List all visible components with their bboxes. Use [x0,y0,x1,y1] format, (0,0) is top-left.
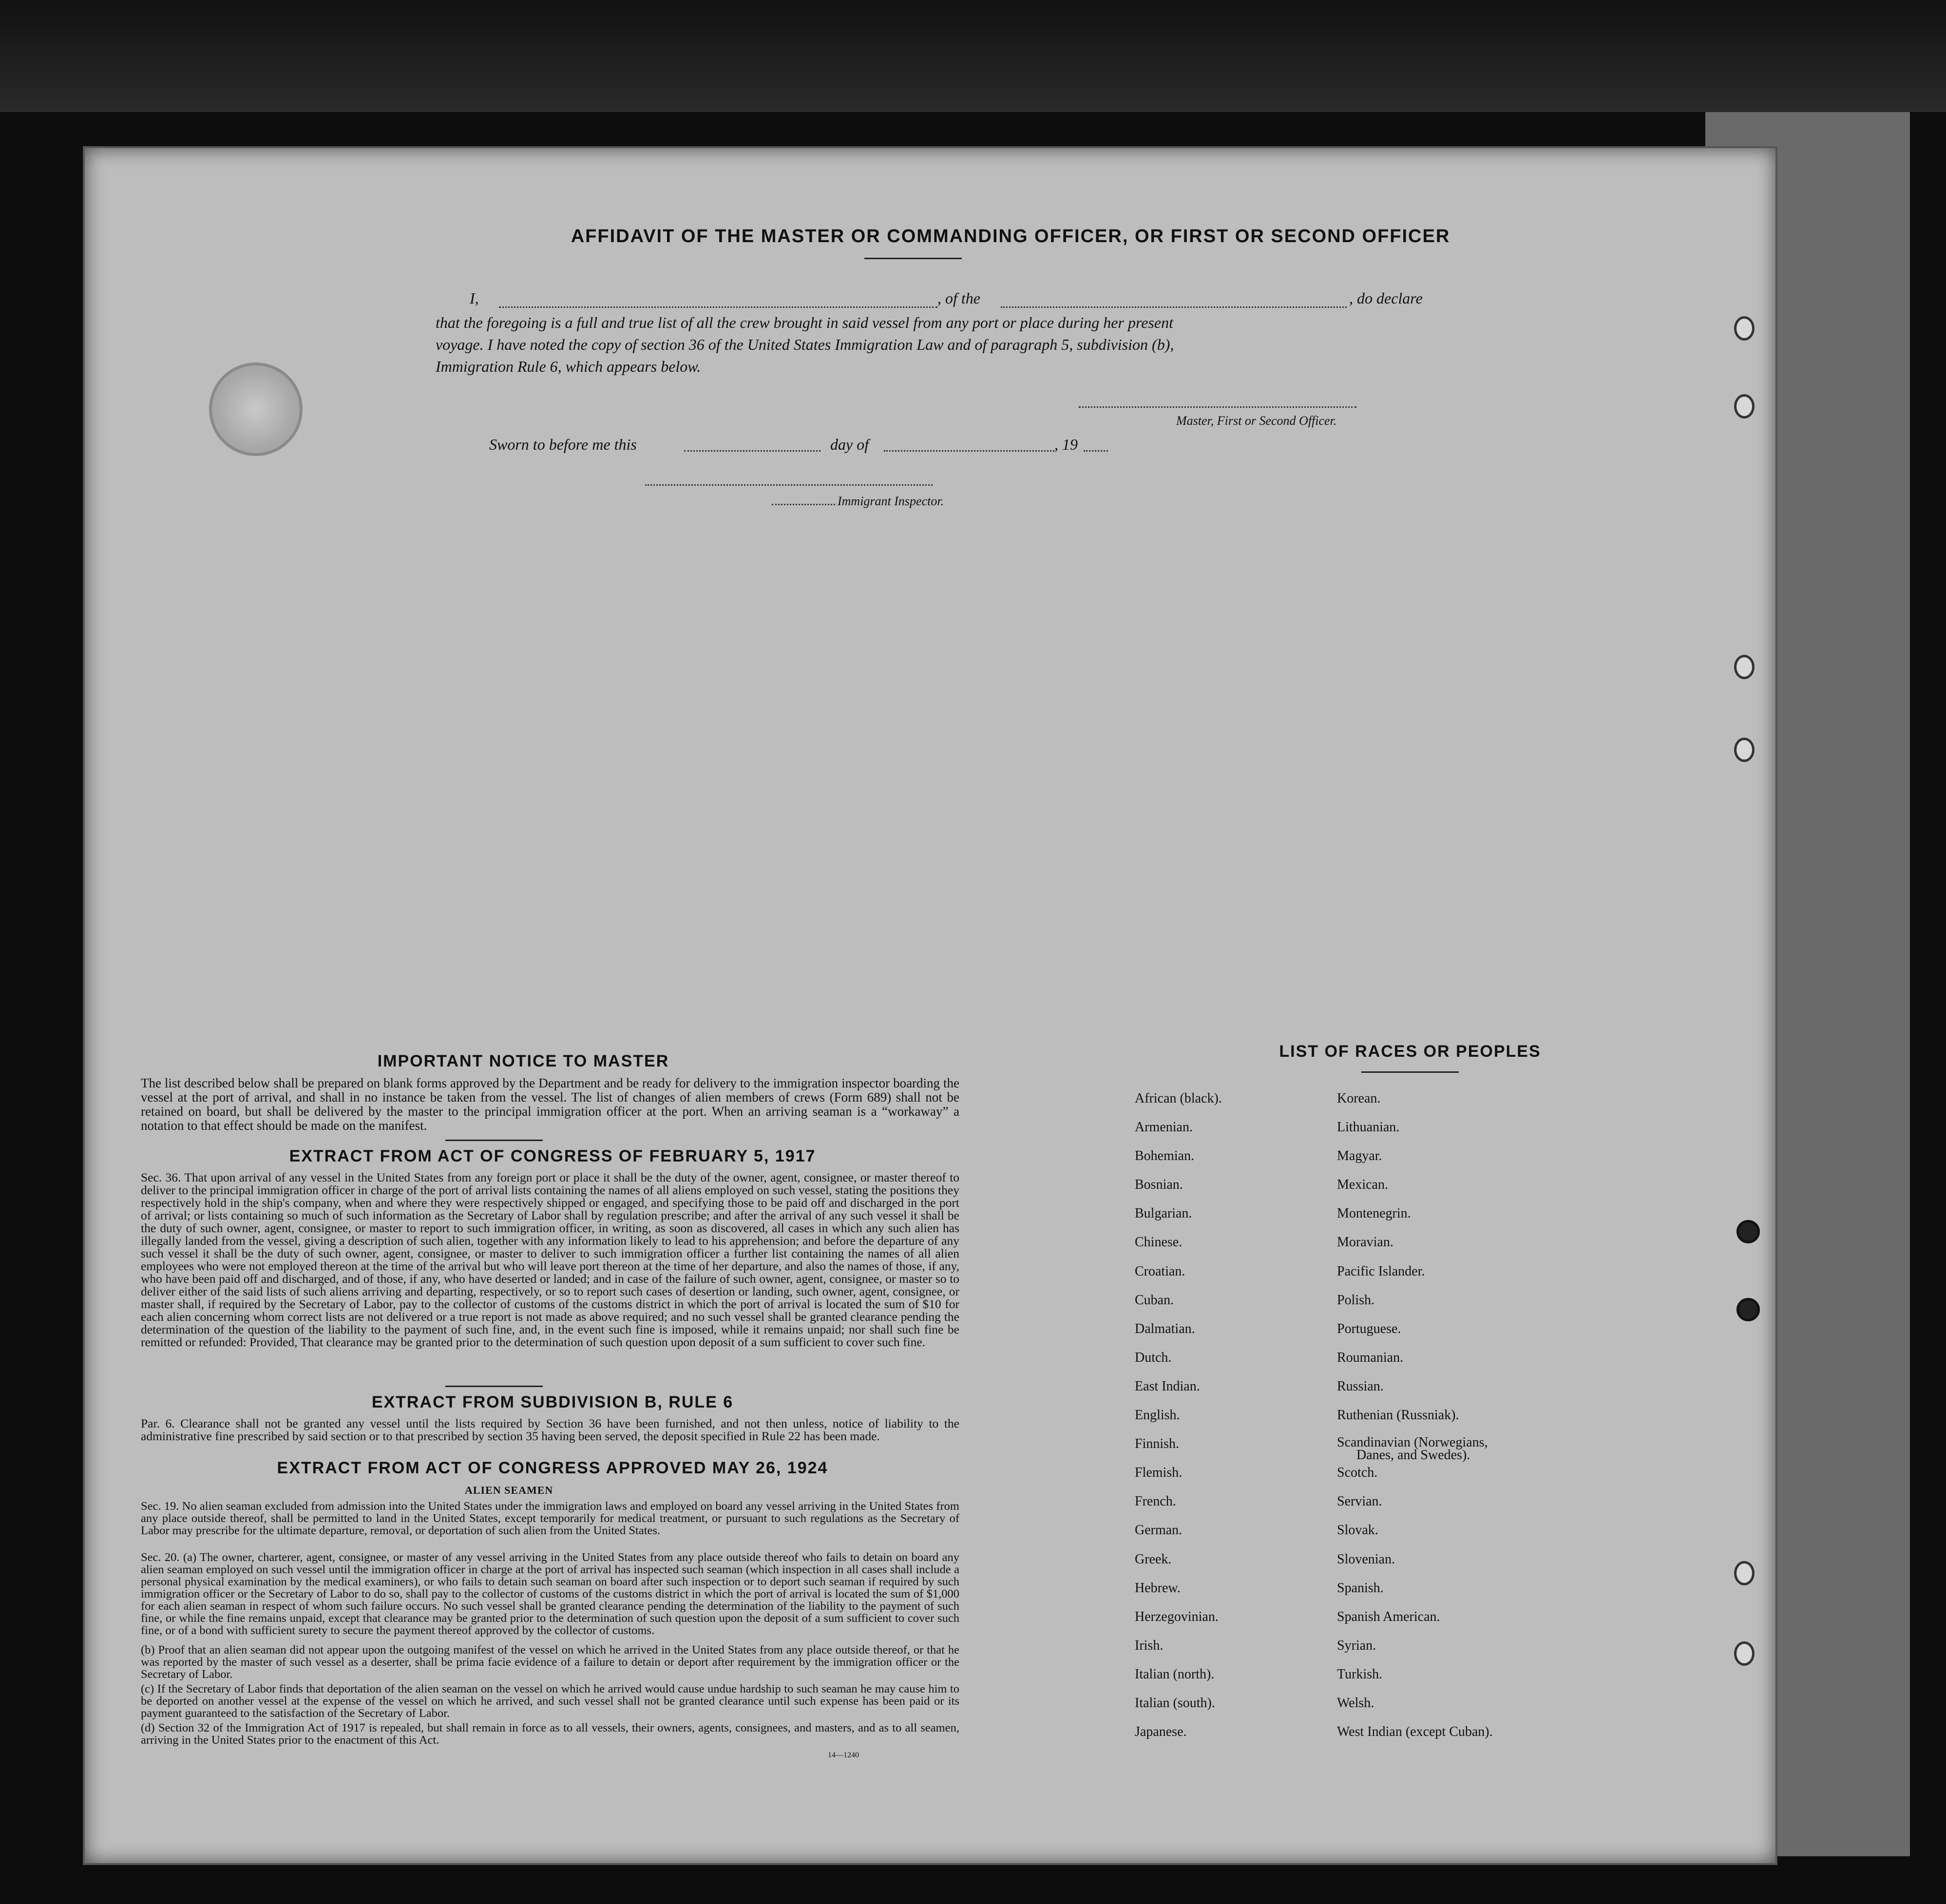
extract-1917-text: Sec. 36. That upon arrival of any vessel in the United States from any foreign port or place it shall be the duty of the owner, agent, consignee, or master thereof to deliver to the principal immigration officer in charge of the port of arrival lists containing the names of all aliens employed on such vessel, stating the positions they respectively hold in the ship's company, when and where they were respectively shipped or engaged, and specifying those to be paid off and discharged in the port of arrival; or lists containing so much of such information as the Secretary of Labor shall by regulation prescribe; and after the arrival of any such vessel it shall be the duty of such owner, agent, consignee, or master to report to such immigration officer, in writing, as soon as discovered, all cases in which any such alien has illegally landed from the vessel, giving a description of such alien, together with any information likely to lead to his apprehension; and before the departure of any such vessel it shall be the duty of such owner, agent, consignee, or master to deliver to such immigration officer a further list containing the names of all alien employees who were not employed thereon at the time of the arrival but who will leave port thereon at the time of her departure, and also the names of those, if any, who have been paid off and discharged, and of those, if any, who have deserted or landed; and in case of the failure of such owner, agent, consignee, or master so to deliver either of the said lists of such aliens arriving and departing, respectively, or so to report such cases of desertion or landing, such owner, agent, consignee, or master shall, if required by the Secretary of Labor, pay to the collector of customs of the customs district in which the port of arrival is located the sum of $10 for each alien concerning whom correct lists are not delivered or a true report is not made as above required; and no such vessel shall be granted clearance pending the determination of the question of the liability to the payment of such fine, and, in the event such fine is imposed, while it remains unpaid; nor shall such fine be remitted or refunded: Provided, That clearance may be granted prior to the determination of such question upon deposit of a sum sufficient to cover such fine. [141,1170,959,1349]
inspector-label: Immigrant Inspector. [838,494,944,508]
race-entry: Cuban. [1135,1292,1174,1308]
race-entry: Bosnian. [1135,1177,1183,1193]
race-entry: Lithuanian. [1337,1120,1400,1135]
race-entry: Flemish. [1135,1465,1183,1481]
race-entry: Armenian. [1135,1120,1193,1135]
inspector-signature-line [645,484,933,486]
document-page [83,146,1777,1865]
race-entry: Irish. [1135,1637,1164,1653]
race-entry: French. [1135,1494,1176,1509]
race-entry: Dutch. [1135,1350,1172,1365]
extract-1924-sec20d: (d) Section 32 of the Immigration Act of 1917 is repealed, but shall remain in force as to all vessels, their owners, agents, consignees, and masters, and as to all seamen, arriving in the United States prior to the enactment of this Act. [141,1721,959,1747]
races-right-column [1337,1091,1493,1753]
race-entry: Italian (south). [1135,1695,1215,1711]
race-entry: Scotch. [1337,1465,1378,1481]
race-entry: Dalmatian. [1135,1321,1195,1336]
affidavit-title: AFFIDAVIT OF THE MASTER OR COMMANDING OFFICER, OR FIRST OR SECOND OFFICER [571,226,1450,247]
extract-1924-title: EXTRACT FROM ACT OF CONGRESS APPROVED MAY 26, 1924 [277,1459,828,1477]
races-title: LIST OF RACES OR PEOPLES [1279,1042,1541,1061]
race-entry: Hebrew. [1135,1580,1181,1596]
officer-signature-line [1079,406,1356,408]
race-entry: Bulgarian. [1135,1206,1192,1221]
affidavit-line4: Immigration Rule 6, which appears below. [436,358,701,375]
race-entry: Russian. [1337,1378,1384,1394]
form-number: 14—1240 [828,1751,859,1759]
race-entry: Ruthenian (Russniak). [1337,1408,1459,1423]
extract-1924-sec20b: (b) Proof that an alien seaman did not appear upon the outgoing manifest of the vessel on which he arrived in the United States from any place outside thereof, or that he was reported by the master of such vessel as a deserter, shall be prima facie evidence of a failure to detain or deport after requirement by the immigration officer or the Secretary of Labor. [141,1643,959,1681]
race-entry: Polish. [1337,1292,1375,1308]
binder-hole [1734,1561,1755,1585]
extract-1917-title: EXTRACT FROM ACT OF CONGRESS OF FEBRUARY 5, 1917 [289,1147,816,1165]
race-entry: English. [1135,1408,1180,1423]
race-entry: Moravian. [1337,1235,1393,1250]
binder-hole [1736,1220,1760,1243]
extract-1924-subtitle: ALIEN SEAMEN [465,1484,553,1496]
sworn-start: Sworn to before me this [489,436,637,453]
race-entry: German. [1135,1523,1183,1538]
race-entry: Greek. [1135,1551,1172,1567]
race-entry-line1: Scandinavian (Norwegians, [1337,1435,1488,1450]
affidavit-line1-end: , do declare [1349,289,1423,307]
notice-text: The list described below shall be prepared on blank forms approved by the Department and be ready for delivery to the immigration inspector boarding the vessel at the port of arrival, and shall in no instance be taken from the vessel. The list of changes of alien members of crews (Form 689) shall not be retained on board, but shall be delivered by the master to the principal immigration officer at the port. When an arriving seaman is a “workaway” a notation to that effect should be made on the manifest. [141,1076,959,1133]
race-entry: Portuguese. [1337,1321,1401,1336]
sworn-mid: day of [830,436,869,453]
race-entry: Pacific Islander. [1337,1263,1425,1279]
affidavit-line2: that the foregoing is a full and true list of all the crew brought in said vessel from any port or place during her present [436,314,1173,331]
race-entry: Spanish. [1337,1580,1384,1596]
officer-label: Master, First or Second Officer. [1176,414,1337,428]
race-entry: Roumanian. [1337,1350,1404,1365]
race-entry-line2: Danes, and Swedes). [1356,1447,1470,1463]
race-entry: Italian (north). [1135,1666,1215,1682]
affidavit-line3: voyage. I have noted the copy of section 36 of the United States Immigration Law and of paragraph 5, subdivision (b), [436,336,1174,353]
vessel-blank [1001,306,1347,308]
race-entry: Herzegovinian. [1135,1609,1219,1624]
notice-divider [445,1140,543,1141]
race-entry: Turkish. [1337,1666,1383,1682]
affidavit-line1-mid: , of the [937,289,980,307]
race-entry: African (black). [1135,1091,1222,1106]
races-left-column [1135,1091,1222,1753]
binder-hole [1734,738,1755,762]
race-entry [1337,1436,1493,1465]
race-entry: Japanese. [1135,1724,1187,1740]
race-entry: East Indian. [1135,1378,1200,1394]
binder-hole [1734,394,1755,419]
race-entry: Finnish. [1135,1436,1180,1452]
affidavit-line1-start: I, [470,289,479,307]
extract-1924-sec20c: (c) If the Secretary of Labor finds that deportation of the alien seaman on the vessel on which he arrived would cause undue hardship to such seaman he may cause him to be deported on another vessel at the expense of the vessel on which he arrived, and such vessel shall not be granted clearance until such expense has been paid or its payment guaranteed to the satisfaction of the Secretary of Labor. [141,1682,959,1720]
binder-hole [1736,1298,1760,1321]
race-entry: Welsh. [1337,1695,1374,1711]
sworn-month-blank [884,450,1054,452]
sworn-end: , 19 [1054,436,1078,453]
race-entry: Montenegrin. [1337,1206,1411,1221]
name-blank [499,306,937,308]
race-entry: Syrian. [1337,1637,1376,1653]
race-entry: West Indian (except Cuban). [1337,1724,1493,1740]
race-entry: Servian. [1337,1494,1382,1509]
race-entry: Slovenian. [1337,1551,1395,1567]
extract-rule6-text: Par. 6. Clearance shall not be granted any vessel until the lists required by Section 36 have been furnished, and not then unless, notice of liability to the administrative fine prescribed by said section or to that prescribed by section 35 having been served, the deposit specified in Rule 22 has been made. [141,1416,959,1443]
extract-1917-divider [445,1386,543,1387]
official-seal-stamp [209,362,303,456]
extract-1924-sec19: Sec. 19. No alien seaman excluded from admission into the United States under the immigration laws and employed on board any vessel arriving in the United States from any place outside thereof, shall be permitted to land in the United States, except temporarily for medical treatment, or pursuant to such regulations as the Secretary of Labor may prescribe for the ultimate departure, removal, or deportation of such alien from the United States. [141,1500,959,1537]
binder-hole [1734,1641,1755,1666]
notice-title: IMPORTANT NOTICE TO MASTER [377,1052,669,1070]
inspector-prefix-line [772,504,835,505]
binder-hole [1734,655,1755,679]
race-entry: Korean. [1337,1091,1381,1106]
race-entry: Bohemian. [1135,1148,1195,1164]
race-entry: Slovak. [1337,1523,1378,1538]
sworn-day-blank [684,450,820,452]
race-entry: Mexican. [1337,1177,1388,1193]
race-entry: Chinese. [1135,1235,1183,1250]
sworn-year-blank [1084,450,1108,452]
scan-top-shadow [0,0,1946,112]
race-entry: Spanish American. [1337,1609,1440,1624]
race-entry: Croatian. [1135,1263,1185,1279]
extract-rule6-title: EXTRACT FROM SUBDIVISION B, RULE 6 [371,1393,734,1411]
title-divider [864,258,962,259]
binder-hole [1734,316,1755,341]
extract-1924-sec20a: Sec. 20. (a) The owner, charterer, agent, consignee, or master of any vessel arriving in the United States from any place outside thereof who fails to detain on board any alien seaman employed on such vessel until the immigration officer in charge at the port of arrival has inspected such seaman (which inspection in all cases shall include a personal physical examination by the medical examiners), or who fails to detain such seaman on board after such inspection or to deport such seaman if required by such immigration officer or the Secretary of Labor to do so, shall pay to the collector of customs of the customs district in which the port of arrival is located the sum of $1,000 for each alien seaman in respect of whom such failure occurs. No such vessel shall be granted clearance pending the determination of the liability to the payment of such fine, or while the fine remains unpaid, except that clearance may be granted prior to the determination of such question upon the deposit of a sum sufficient to cover such fine, or of a bond with sufficient surety to secure the payment thereof approved by the collector of customs. [141,1551,959,1637]
race-entry: Magyar. [1337,1148,1382,1164]
races-divider [1361,1071,1459,1073]
